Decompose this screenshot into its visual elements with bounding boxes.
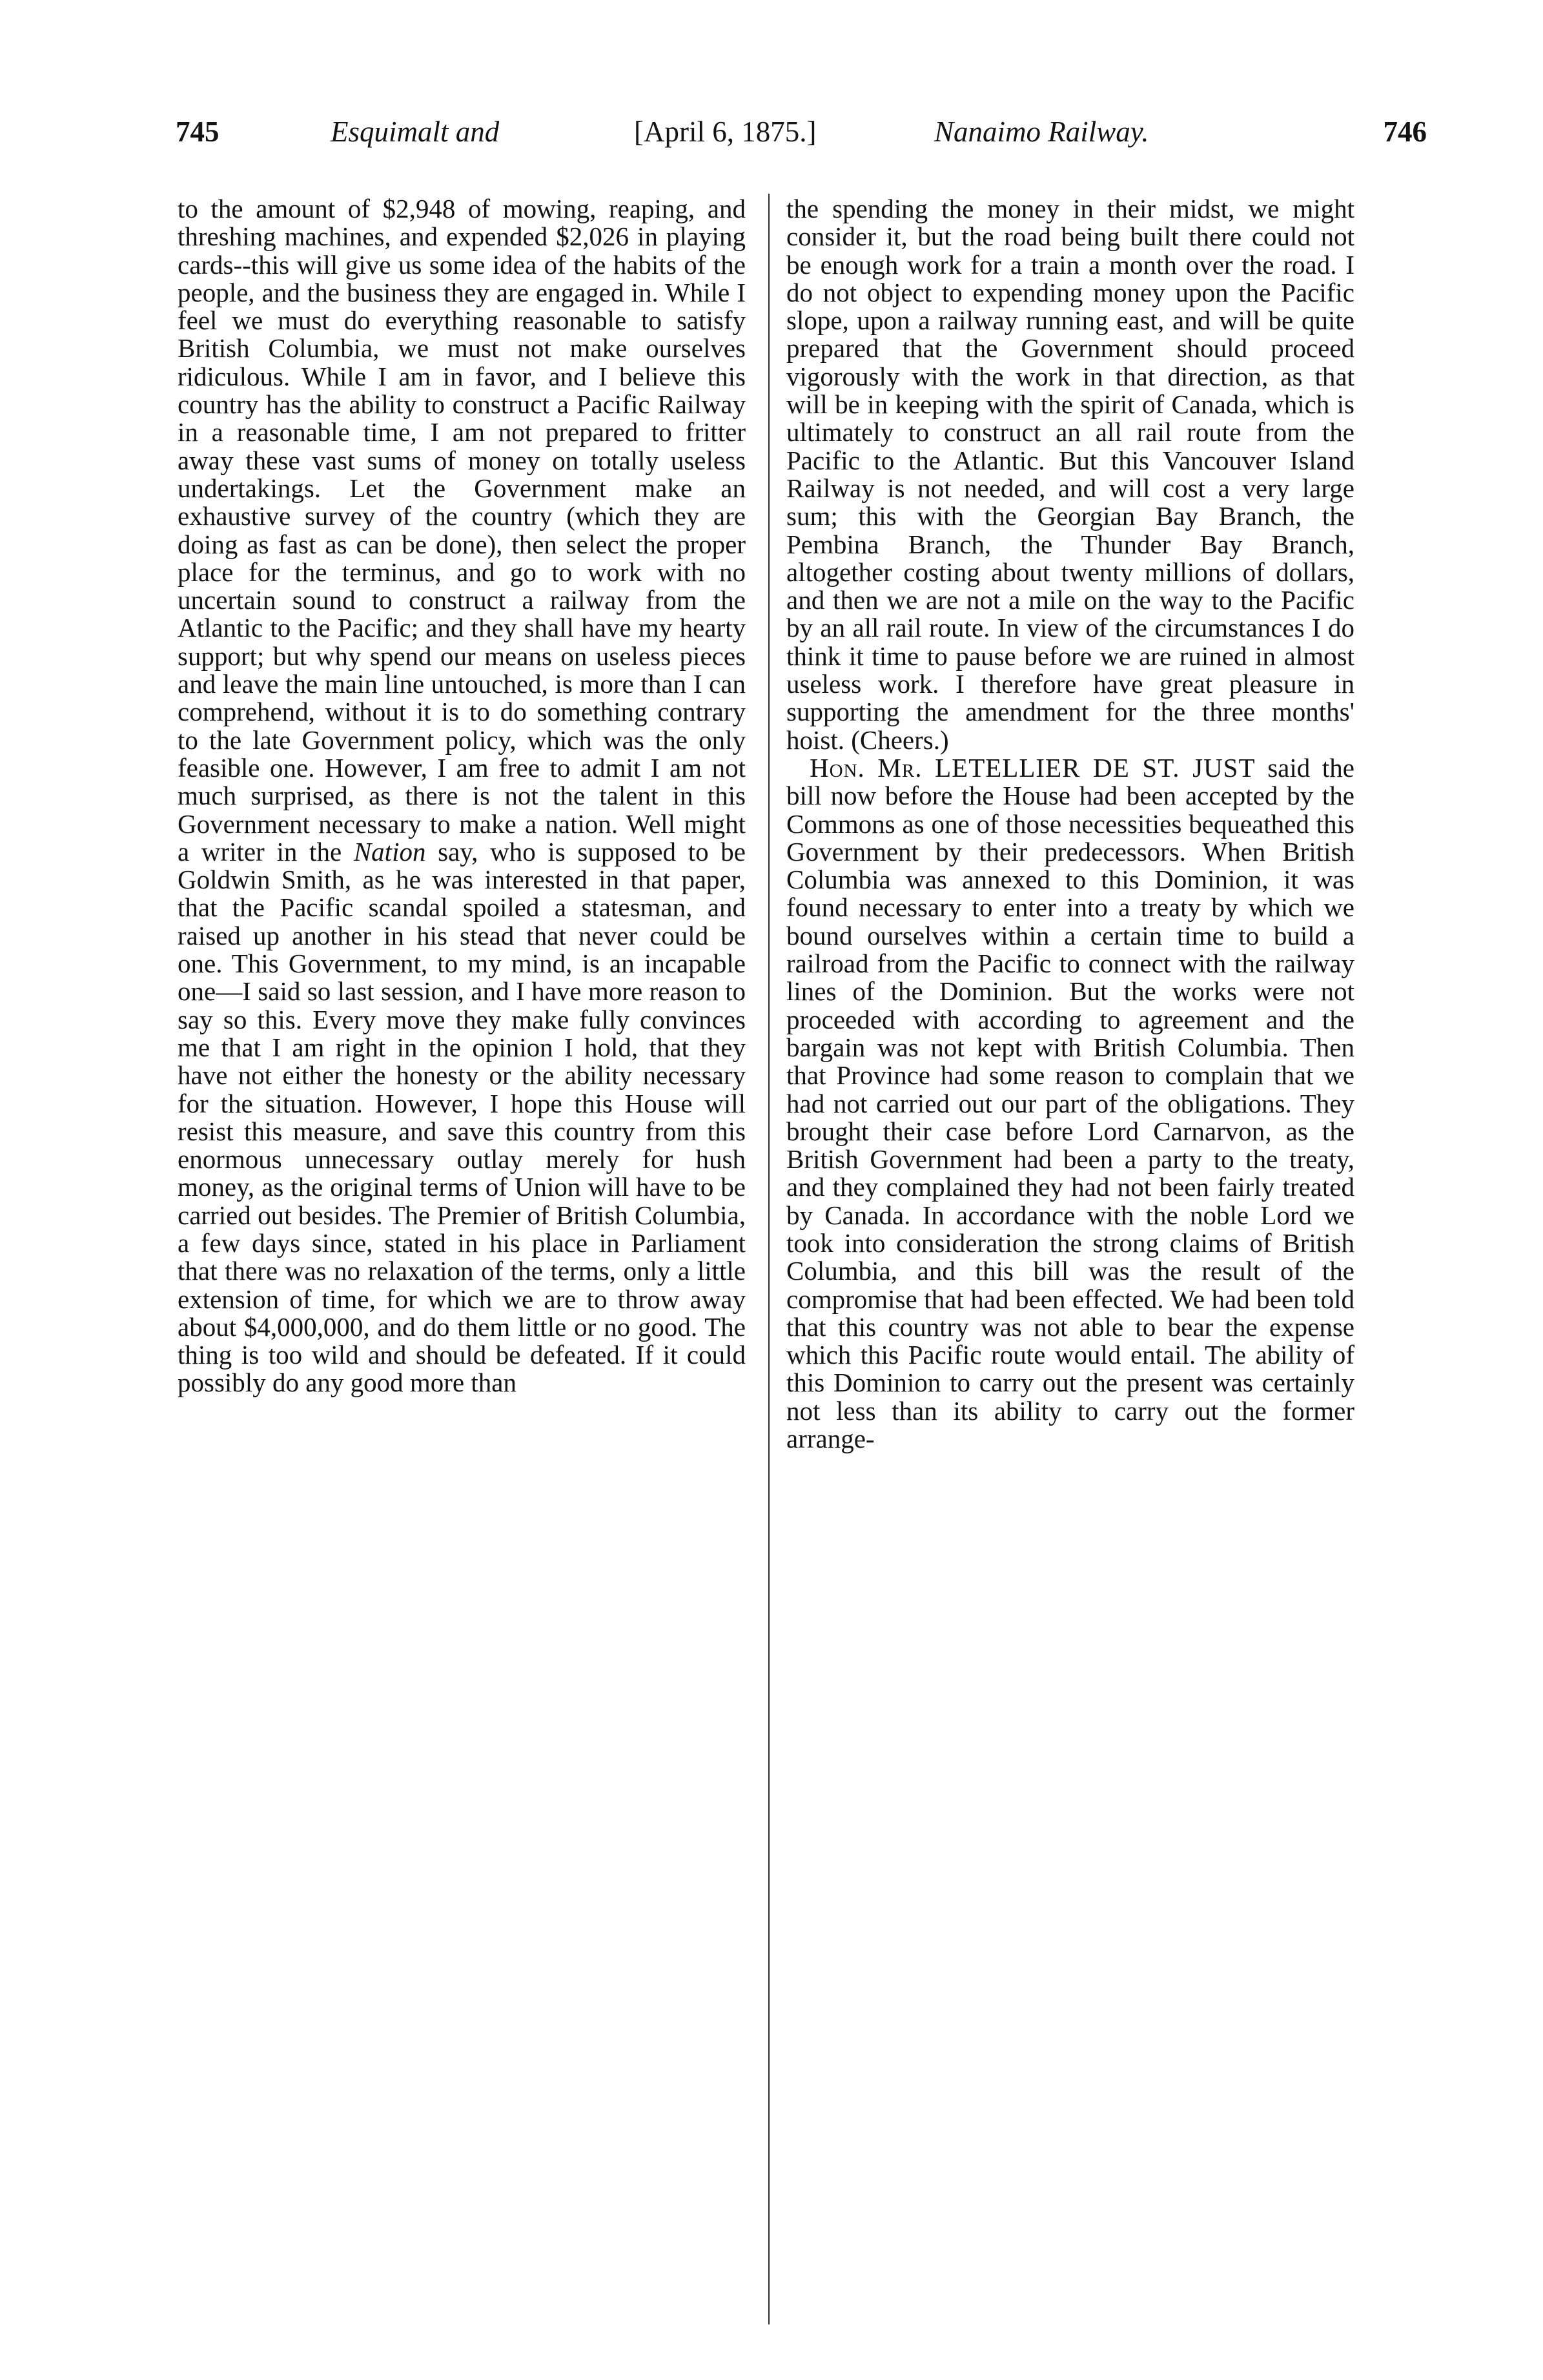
speaker-name: Hon. Mr. LETELLIER DE ST. JUST: [810, 752, 1256, 783]
column-divider: [768, 194, 770, 2324]
left-paragraph: [178, 195, 746, 1397]
right-running-title: Nanaimo Railway.: [934, 116, 1149, 148]
left-paragraph-text: to the amount of $2,948 of mowing, reaping, and threshing machines, and expended $2,026 in playing cards--this will give us some idea of the habits of the people, and the business they are engaged in. While I feel we must do everything reasonable to satisfy British Columbia, we must not make ourselves ridiculous. While I am in favor, and I believe this country has the ability to construct a Pacific Railway in a reasonable time, I am not prepared to fritter away these vast sums of money on totally useless undertakings. Let the Government make an exhaustive survey of the country (which they are doing as fast as can be done), then select the proper place for the terminus, and go to work with no uncertain sound to construct a railway from the Atlantic to the Pacific; and they shall have my hearty support; but why spend our means on useless pieces and leave the main line untouched, is more than I can comprehend, without it is to do something contrary to the late Government policy, which was the only feasible one. However, I am free to admit I am not much surprised, as there is not the talent in this Government necessary to make a nation. Well might a writer in the: [178, 194, 746, 867]
right-paragraph-2-text: said the bill now before the House had been accepted by the Commons as one of those necessities bequeathed this Government by their predecessors. When British Columbia was annexed to this Dominion, it was found necessary to enter into a treaty by which we bound ourselves within a certain time to build a railroad from the Pacific to connect with the railway lines of the Dominion. But the works were not proceeded with according to agreement and the bargain was not kept with British Columbia. Then that Province had some reason to complain that we had not carried out our part of the obligations. They brought their case before Lord Carnarvon, as the British Government had been a party to the treaty, and they complained they had not been fairly treated by Canada. In accordance with the noble Lord we took into consideration the strong claims of British Columbia, and this bill was the result of the compromise that had been effected. We had been told that this country was not able to bear the expense which this Pacific route would entail. The ability of this Dominion to carry out the present was certainly not less than its ability to carry out the former arrange-: [786, 752, 1354, 1454]
left-page-number: 745: [176, 116, 220, 148]
right-column: [786, 195, 1354, 2326]
right-paragraph-2: [786, 754, 1354, 1453]
header-date: [April 6, 1875.]: [634, 116, 817, 148]
nation-word: Nation: [353, 836, 426, 867]
left-column: [178, 195, 746, 2326]
left-paragraph-tail: say, who is supposed to be Goldwin Smith, as he was interested in that paper, that the Pacific scandal spoiled a statesman, and raised up another in his stead that never could be one. This Government, to my mind, is an incapable one—I said so last session, and I have more reason to say so this. Every move they make fully convinces me that I am right in the opinion I hold, that they have not either the honesty or the ability necessary for the situation. However, I hope this House will resist this measure, and save this country from this enormous unnecessary outlay merely for hush money, as the original terms of Union will have to be carried out besides. The Premier of British Columbia, a few days since, stated in his place in Parliament that there was no relaxation of the terms, only a little extension of time, for which we are to throw away about $4,000,000, and do them little or no good. The thing is too wild and should be defeated. If it could possibly do any good more than: [178, 836, 746, 1398]
right-page-number: 746: [1383, 116, 1427, 148]
right-paragraph-1: the spending the money in their midst, we might consider it, but the road being built there could not be enough work for a train a month over the road. I do not object to expending money upon the Pacific slope, upon a railway running east, and will be quite prepared that the Government should proceed vigorously with the work in that direction, as that will be in keeping with the spirit of Canada, which is ultimately to construct an all rail route from the Pacific to the Atlantic. But this Vancouver Island Railway is not needed, and will cost a very large sum; this with the Georgian Bay Branch, the Pembina Branch, the Thunder Bay Branch, altogether costing about twenty millions of dollars, and then we are not a mile on the way to the Pacific by an all rail route. In view of the circumstances I do think it time to pause before we are ruined in almost useless work. I therefore have great pleasure in supporting the amendment for the three months' hoist. (Cheers.): [786, 194, 1354, 755]
left-running-title: Esquimalt and: [331, 116, 500, 148]
page-header: [176, 115, 1427, 160]
